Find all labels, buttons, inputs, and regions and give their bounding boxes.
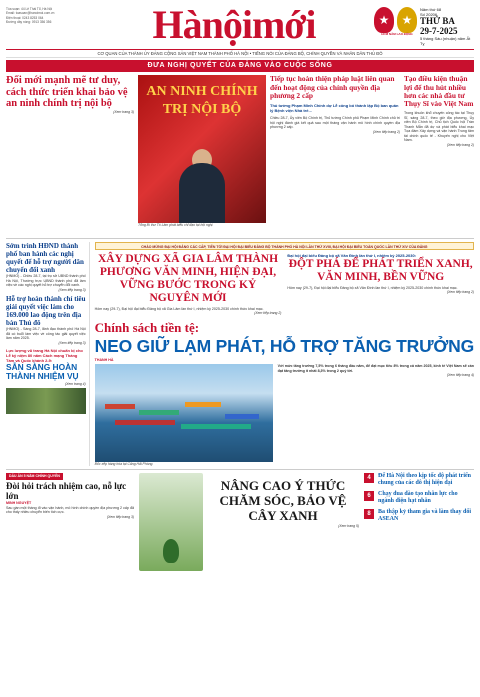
- contact-block: [6, 4, 94, 24]
- right-body: Trong khuôn khổ chuyến công tác tại Thụy Sĩ, sáng 28-7, theo giờ địa phương, Ủy viên Bộ Chính trị, Chủ tịch Quốc hội Trần Thanh Mẫn đã dự và phát biểu khai mạc Tọa đàm Xây dựng và vận hành Trung tâm tài chính quốc tế - Khuyến nghị cho Việt Nam.: [404, 111, 474, 143]
- contact-line: Điện thoại: 0243 8253 064: [6, 15, 44, 20]
- port-caption: Bốc xếp hàng hóa tại Cảng Hải Phòng.: [94, 462, 154, 467]
- top-stories: [6, 75, 474, 235]
- story-jobs-ref: (Xem tiếp trang 3): [58, 340, 86, 345]
- award-badges: [374, 4, 420, 37]
- mid-body: Chiều 28-7, Ủy viên Bộ Chính trị, Thủ tướng Chính phủ Phạm Minh Chính chủ trì hội nghị đánh giá kết quả sau một tháng vận hành mô hình chính quyền địa phương 2 cấp.: [270, 116, 400, 130]
- story-green-transition-body: (HNMO) - Chiều 28-7, tại trụ sở UBND thành phố Hà Nội, Thường trực UBND thành phố đã làm việc về các nghị quyết hỗ trợ chuyển đổi xanh.: [6, 274, 86, 288]
- port-photo[interactable]: [95, 364, 273, 462]
- gia-lam-ref: (Xem tiếp trang 2): [254, 311, 282, 316]
- policy-quote: [278, 364, 474, 462]
- lead-photo[interactable]: [138, 75, 266, 223]
- list-item[interactable]: [364, 491, 474, 505]
- policy-ref: (Xem tiếp trang 4): [446, 373, 474, 378]
- left-column: [6, 242, 90, 466]
- five-years-headline[interactable]: Đòi hỏi trách nhiệm cao, nỗ lực lớn: [6, 480, 127, 501]
- gia-lam-body: Hôm nay (29-7), Đại hội đại biểu Đảng bộ xã Gia Lâm lần thứ I, nhiệm kỳ 2025-2030 chính thức khai mạc.: [94, 306, 264, 311]
- bottom-row: [6, 469, 474, 571]
- green-trees-ref: (Xem trang 5): [338, 524, 359, 529]
- five-years-ref: (Xem tiếp trang 3): [106, 514, 134, 519]
- photo-caption: Tổng Bí thư Tô Lâm phát biểu chỉ đạo tại hội nghị.: [138, 223, 214, 228]
- right-ref: (Xem tiếp trang 2): [446, 142, 474, 147]
- lead-photo-block: [138, 75, 266, 235]
- speaker-body: [179, 163, 225, 223]
- lead-headline[interactable]: Đổi mới mạnh mẽ tư duy, cách thức triển khai bảo vệ an ninh chính trị nội bộ: [6, 75, 128, 110]
- lead-ref: (Xem trang 3): [113, 109, 134, 114]
- badge-caption: HCM NĂM LAO ĐỘNG: [381, 32, 413, 36]
- lunar-date: 5 tháng Sáu (nhuận) năm Ất Tỵ: [420, 36, 471, 47]
- policy-headline[interactable]: NEO GIỮ LẠM PHÁT, HỖ TRỢ TĂNG TRƯỞNG: [94, 335, 474, 356]
- tree-figure: [163, 539, 179, 563]
- mid-story[interactable]: [270, 75, 400, 235]
- story-army-headline[interactable]: SẴN SÀNG HOÀN THÀNH NHIỆM VỤ: [6, 362, 79, 382]
- masthead: [6, 4, 474, 48]
- slogan-banner: ĐƯA NGHỊ QUYẾT CỦA ĐẢNG VÀO CUỘC SỐNG: [6, 60, 474, 72]
- van-dinh-headline[interactable]: ĐỘT PHÁ ĐỂ PHÁT TRIỂN XANH, VĂN MINH, BỀN VỮNG: [288, 258, 473, 284]
- story-army-kicker: Lực lượng vũ trang Hà Nội chuẩn bị cho Lễ kỷ niệm 80 năm Cách mạng Tháng Tám và Quốc khánh 2-9:: [6, 348, 83, 364]
- contact-line: Đường dây nóng: 0913 356 356: [6, 19, 52, 24]
- story-jobs-headline[interactable]: Hỗ trợ hoàn thành chỉ tiêu giải quyết việc làm cho 169.000 lao động trên địa bàn Thủ đô: [6, 295, 86, 328]
- issue-date: 29-7-2025: [420, 25, 458, 36]
- policy-story[interactable]: [94, 320, 474, 467]
- contact-line: Tòa soạn: 44 Lê Thái Tổ, Hà Nội: [6, 7, 53, 11]
- five-years-author: MINH NGUYỆT: [6, 501, 32, 506]
- right-story[interactable]: [404, 75, 474, 235]
- van-dinh-ref: (Xem tiếp trang 2): [446, 290, 475, 295]
- issue-info: [420, 4, 474, 47]
- gia-lam-story[interactable]: [95, 253, 282, 315]
- soldiers-photo[interactable]: [6, 388, 86, 414]
- congress-banner: CHÀO MỪNG ĐẠI HỘI ĐẢNG CÁC CẤP, TIẾN TỚI ĐẠI HỘI ĐẠI BIỂU ĐẢNG BỘ THÀNH PHỐ HÀ NỘI LẦN THỨ XVIII, ĐẠI HỘI ĐẠI BIỂU TOÀN QUỐC LẦN THỨ XIV CỦA ĐẢNG: [95, 242, 474, 250]
- newspaper-logo[interactable]: Hànộimới: [152, 2, 316, 47]
- page-number-badge: 4: [364, 473, 374, 483]
- mid-headline[interactable]: Tiếp tục hoàn thiện pháp luật liên quan đến hoạt động của chính quyền địa phương 2 cấp: [270, 74, 395, 100]
- five-years-story[interactable]: [6, 473, 134, 571]
- issue-weekday: THỨ BA: [420, 16, 455, 27]
- green-trees-headline[interactable]: NÂNG CAO Ý THỨC CHĂM SÓC, BẢO VỆ CÂY XANH: [219, 478, 347, 524]
- story-green-transition-ref: (Xem tiếp trang 3): [58, 287, 86, 292]
- labor-medal-icon: ★: [397, 7, 417, 33]
- center-area: [95, 242, 474, 466]
- teaser-text[interactable]: Chạy đua đào tạo nhân lực cho ngành điện hạt nhân: [378, 491, 458, 504]
- main-band: [6, 238, 474, 466]
- section-tag: DẤU ẤN 5 NĂM CHÍNH QUYỀN: [6, 473, 63, 479]
- lead-story[interactable]: [6, 75, 134, 235]
- list-item[interactable]: [364, 509, 474, 523]
- right-headline[interactable]: Tạo điều kiện thuận lợi để thu hút nhiều hơn các nhà đầu tư Thụy Sĩ vào Việt Nam: [404, 74, 474, 109]
- story-army-ref: (Xem trang 4): [64, 381, 86, 386]
- policy-author: THANH HÀ: [94, 357, 114, 362]
- story-green-transition-headline[interactable]: Sớm trình HĐND thành phố ban hành các nghị quyết để hỗ trợ người dân chuyển đổi xanh: [6, 242, 84, 275]
- policy-main: [94, 320, 474, 467]
- policy-kicker: Chính sách tiền tệ:: [94, 320, 200, 336]
- tree-photo[interactable]: [139, 473, 203, 571]
- issue-year: Năm thứ 68: [420, 7, 442, 12]
- teaser-text[interactable]: Để Hà Nội theo kịp tốc độ phát triển chung của các đô thị hiện đại: [378, 473, 471, 487]
- story-jobs-body: (HNMO) - Sáng 28-7, lãnh đạo thành phố Hà Nội đã có buổi làm việc về công tác giải quyết việc làm năm 2025.: [6, 327, 86, 341]
- van-dinh-story[interactable]: [287, 253, 474, 315]
- inside-pages-list: [364, 473, 474, 571]
- policy-lower: [95, 364, 474, 462]
- policy-quote-text: Với mức tăng trưởng 7,5% trong 6 tháng đầu năm, để đạt mục tiêu 8% trong cả năm 2025, kinh tế Việt Nam sẽ cần đạt tăng trưởng ít nhất 8,3% trong 2 quý tới.: [277, 364, 474, 373]
- page-number-badge: 6: [364, 491, 374, 501]
- photo-banner-text: AN NINH CHÍNH TRỊ NỘI BỘ: [146, 84, 258, 117]
- list-item[interactable]: [364, 473, 474, 487]
- mid-ref: (Xem tiếp trang 2): [372, 129, 400, 134]
- mid-subhead: Thủ tướng Phạm Minh Chính dự Lễ công bố thành lập Bộ ban quản lý Bệnh viện Nhà trẻ...: [270, 103, 399, 114]
- gia-lam-headline[interactable]: XÂY DỰNG XÃ GIA LÂM THÀNH PHƯƠNG VĂN MINH, HIỆN ĐẠI, VỮNG BƯỚC TRONG KỶ NGUYÊN MỚI: [97, 253, 279, 304]
- page-number-badge: 8: [364, 509, 374, 519]
- organ-line: CƠ QUAN CỦA THÀNH ỦY ĐẢNG CỘNG SẢN VIỆT NAM THÀNH PHỐ HÀ NỘI • TIẾNG NÓI CỦA ĐẢNG BỘ, CHÍNH QUYỀN VÀ NHÂN DÂN THỦ ĐÔ: [6, 49, 474, 58]
- congress-stories: [95, 253, 474, 315]
- five-years-body: Sau gần một tháng đi vào vận hành, mô hình chính quyền địa phương 2 cấp đã cho thấy nhiều chuyển biến tích cực.: [6, 505, 134, 515]
- star-medal-icon: ★: [374, 7, 394, 33]
- van-dinh-body: Hôm nay (29-7), Đại hội đại biểu Đảng bộ xã Văn Đình lần thứ I, nhiệm kỳ 2025-2030 chính thức khai mạc.: [287, 286, 458, 290]
- issue-number: Số 20206: [420, 12, 438, 18]
- green-trees-text: [207, 473, 359, 571]
- van-dinh-kicker: Đại hội đại biểu Đảng bộ xã Văn Đình lần thứ I, nhiệm kỳ 2025-2030:: [287, 253, 417, 259]
- green-trees-story[interactable]: [139, 473, 359, 571]
- teaser-text[interactable]: Ba thập kỷ tham gia và làm thay đổi ASEAN: [378, 508, 472, 522]
- contact-line: Email: toasoan@hanoimoi.com.vn: [6, 11, 55, 16]
